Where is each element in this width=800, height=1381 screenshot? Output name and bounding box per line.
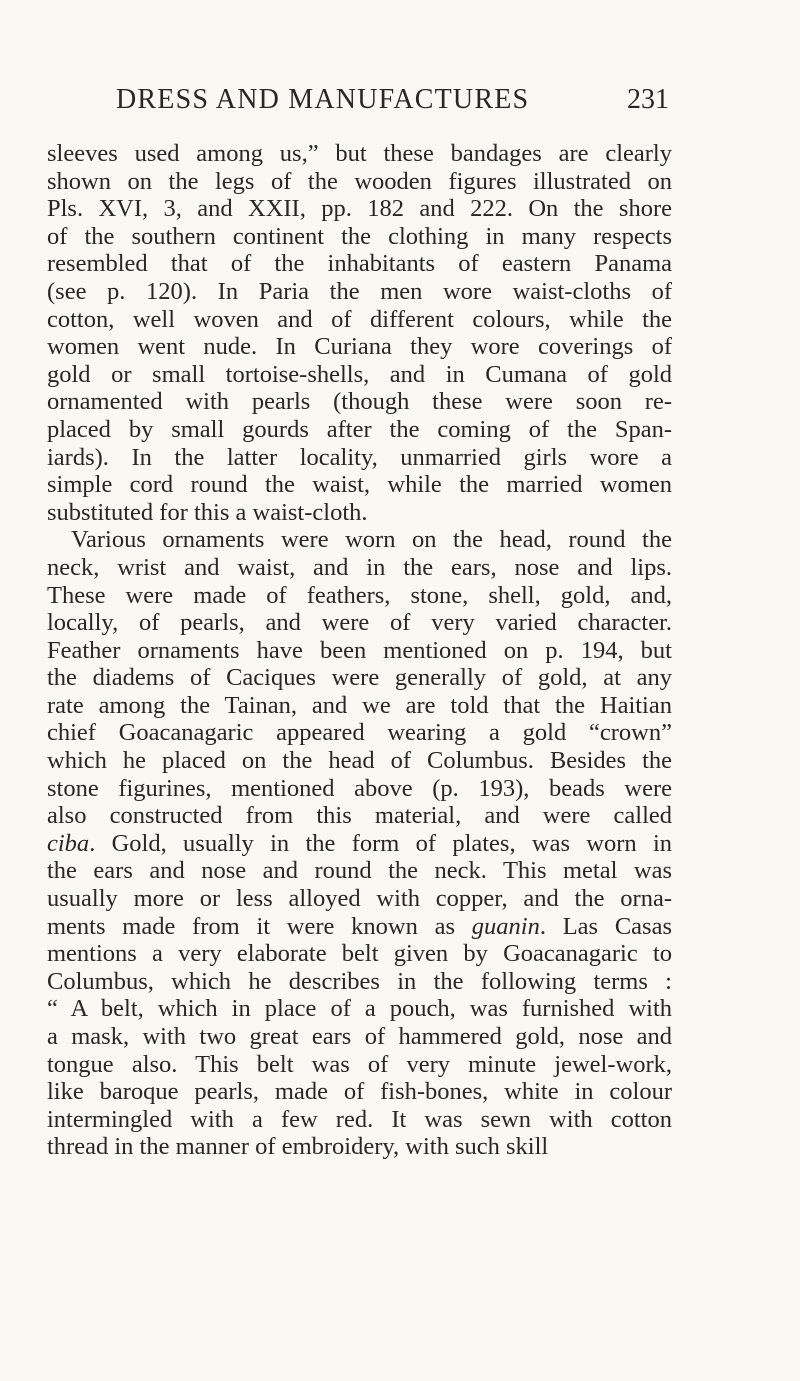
text-line: These were made of feathers, stone, shell, gold, and, bbox=[47, 581, 672, 609]
text-line: “ A belt, which in place of a pouch, was furnished with bbox=[47, 995, 672, 1023]
text-line: chief Goacanagaric appeared wearing a gold “crown” bbox=[47, 719, 672, 747]
text-line: ornamented with pearls (though these were soon re- bbox=[47, 388, 672, 416]
text-line: tongue also. This belt was of very minute jewel-work, bbox=[47, 1050, 672, 1078]
text-line: usually more or less alloyed with copper, and the orna- bbox=[47, 885, 672, 913]
text-line: intermingled with a few red. It was sewn with cotton bbox=[47, 1105, 672, 1133]
text-line: Various ornaments were worn on the head, round the bbox=[71, 526, 672, 554]
running-header bbox=[0, 84, 800, 124]
text-line: resembled that of the inhabitants of eastern Panama bbox=[47, 250, 672, 278]
text-line: locally, of pearls, and were of very varied character. bbox=[47, 609, 672, 637]
text-line: the ears and nose and round the neck. This metal was bbox=[47, 857, 672, 885]
running-title: DRESS AND MANUFACTURES bbox=[116, 84, 530, 115]
text-line: which he placed on the head of Columbus. Besides the bbox=[47, 747, 672, 775]
text-line: like baroque pearls, made of fish-bones, white in colour bbox=[47, 1078, 672, 1106]
text-line: rate among the Tainan, and we are told that the Haitian bbox=[47, 691, 672, 719]
text-line: Columbus, which he describes in the following terms : bbox=[47, 967, 672, 995]
text-line: Feather ornaments have been mentioned on p. 194, but bbox=[47, 636, 672, 664]
italic-term: ciba bbox=[47, 829, 90, 857]
text-line: (see p. 120). In Paria the men wore waist-cloths of bbox=[47, 277, 672, 305]
italic-term: guanin bbox=[471, 912, 540, 940]
text-line: of the southern continent the clothing in many respects bbox=[47, 222, 672, 250]
text-line: ments made from it were known as guanin. Las Casas bbox=[47, 912, 672, 940]
text-line: women went nude. In Curiana they wore coverings of bbox=[47, 333, 672, 361]
text-line: cotton, well woven and of different colours, while the bbox=[47, 305, 672, 333]
text-line: mentions a very elaborate belt given by Goacanagaric to bbox=[47, 940, 672, 968]
text-line: simple cord round the waist, while the married women bbox=[47, 471, 672, 499]
text-line: substituted for this a waist-cloth. bbox=[47, 498, 368, 526]
text-line: a mask, with two great ears of hammered gold, nose and bbox=[47, 1023, 672, 1050]
text-line: iards). In the latter locality, unmarried girls wore a bbox=[47, 443, 672, 471]
text-line: gold or small tortoise-shells, and in Cumana of gold bbox=[47, 360, 672, 388]
page-number: 231 bbox=[627, 84, 669, 115]
text-line: sleeves used among us,” but these bandages are clearly bbox=[47, 140, 672, 167]
text-line: placed by small gourds after the coming of the Span- bbox=[47, 415, 672, 443]
text-line: neck, wrist and waist, and in the ears, nose and lips. bbox=[47, 553, 672, 581]
text-line: Pls. XVI, 3, and XXII, pp. 182 and 222. On the shore bbox=[47, 195, 672, 223]
text-line: ciba. Gold, usually in the form of plates, was worn in bbox=[47, 829, 672, 857]
text-line: stone figurines, mentioned above (p. 193), beads were bbox=[47, 774, 672, 802]
text-line: shown on the legs of the wooden figures illustrated on bbox=[47, 167, 672, 195]
text-line: also constructed from this material, and were called bbox=[47, 802, 672, 830]
body-text bbox=[47, 140, 672, 1161]
text-line: the diadems of Caciques were generally of gold, at any bbox=[47, 664, 672, 692]
text-line: thread in the manner of embroidery, with such skill bbox=[47, 1133, 549, 1161]
